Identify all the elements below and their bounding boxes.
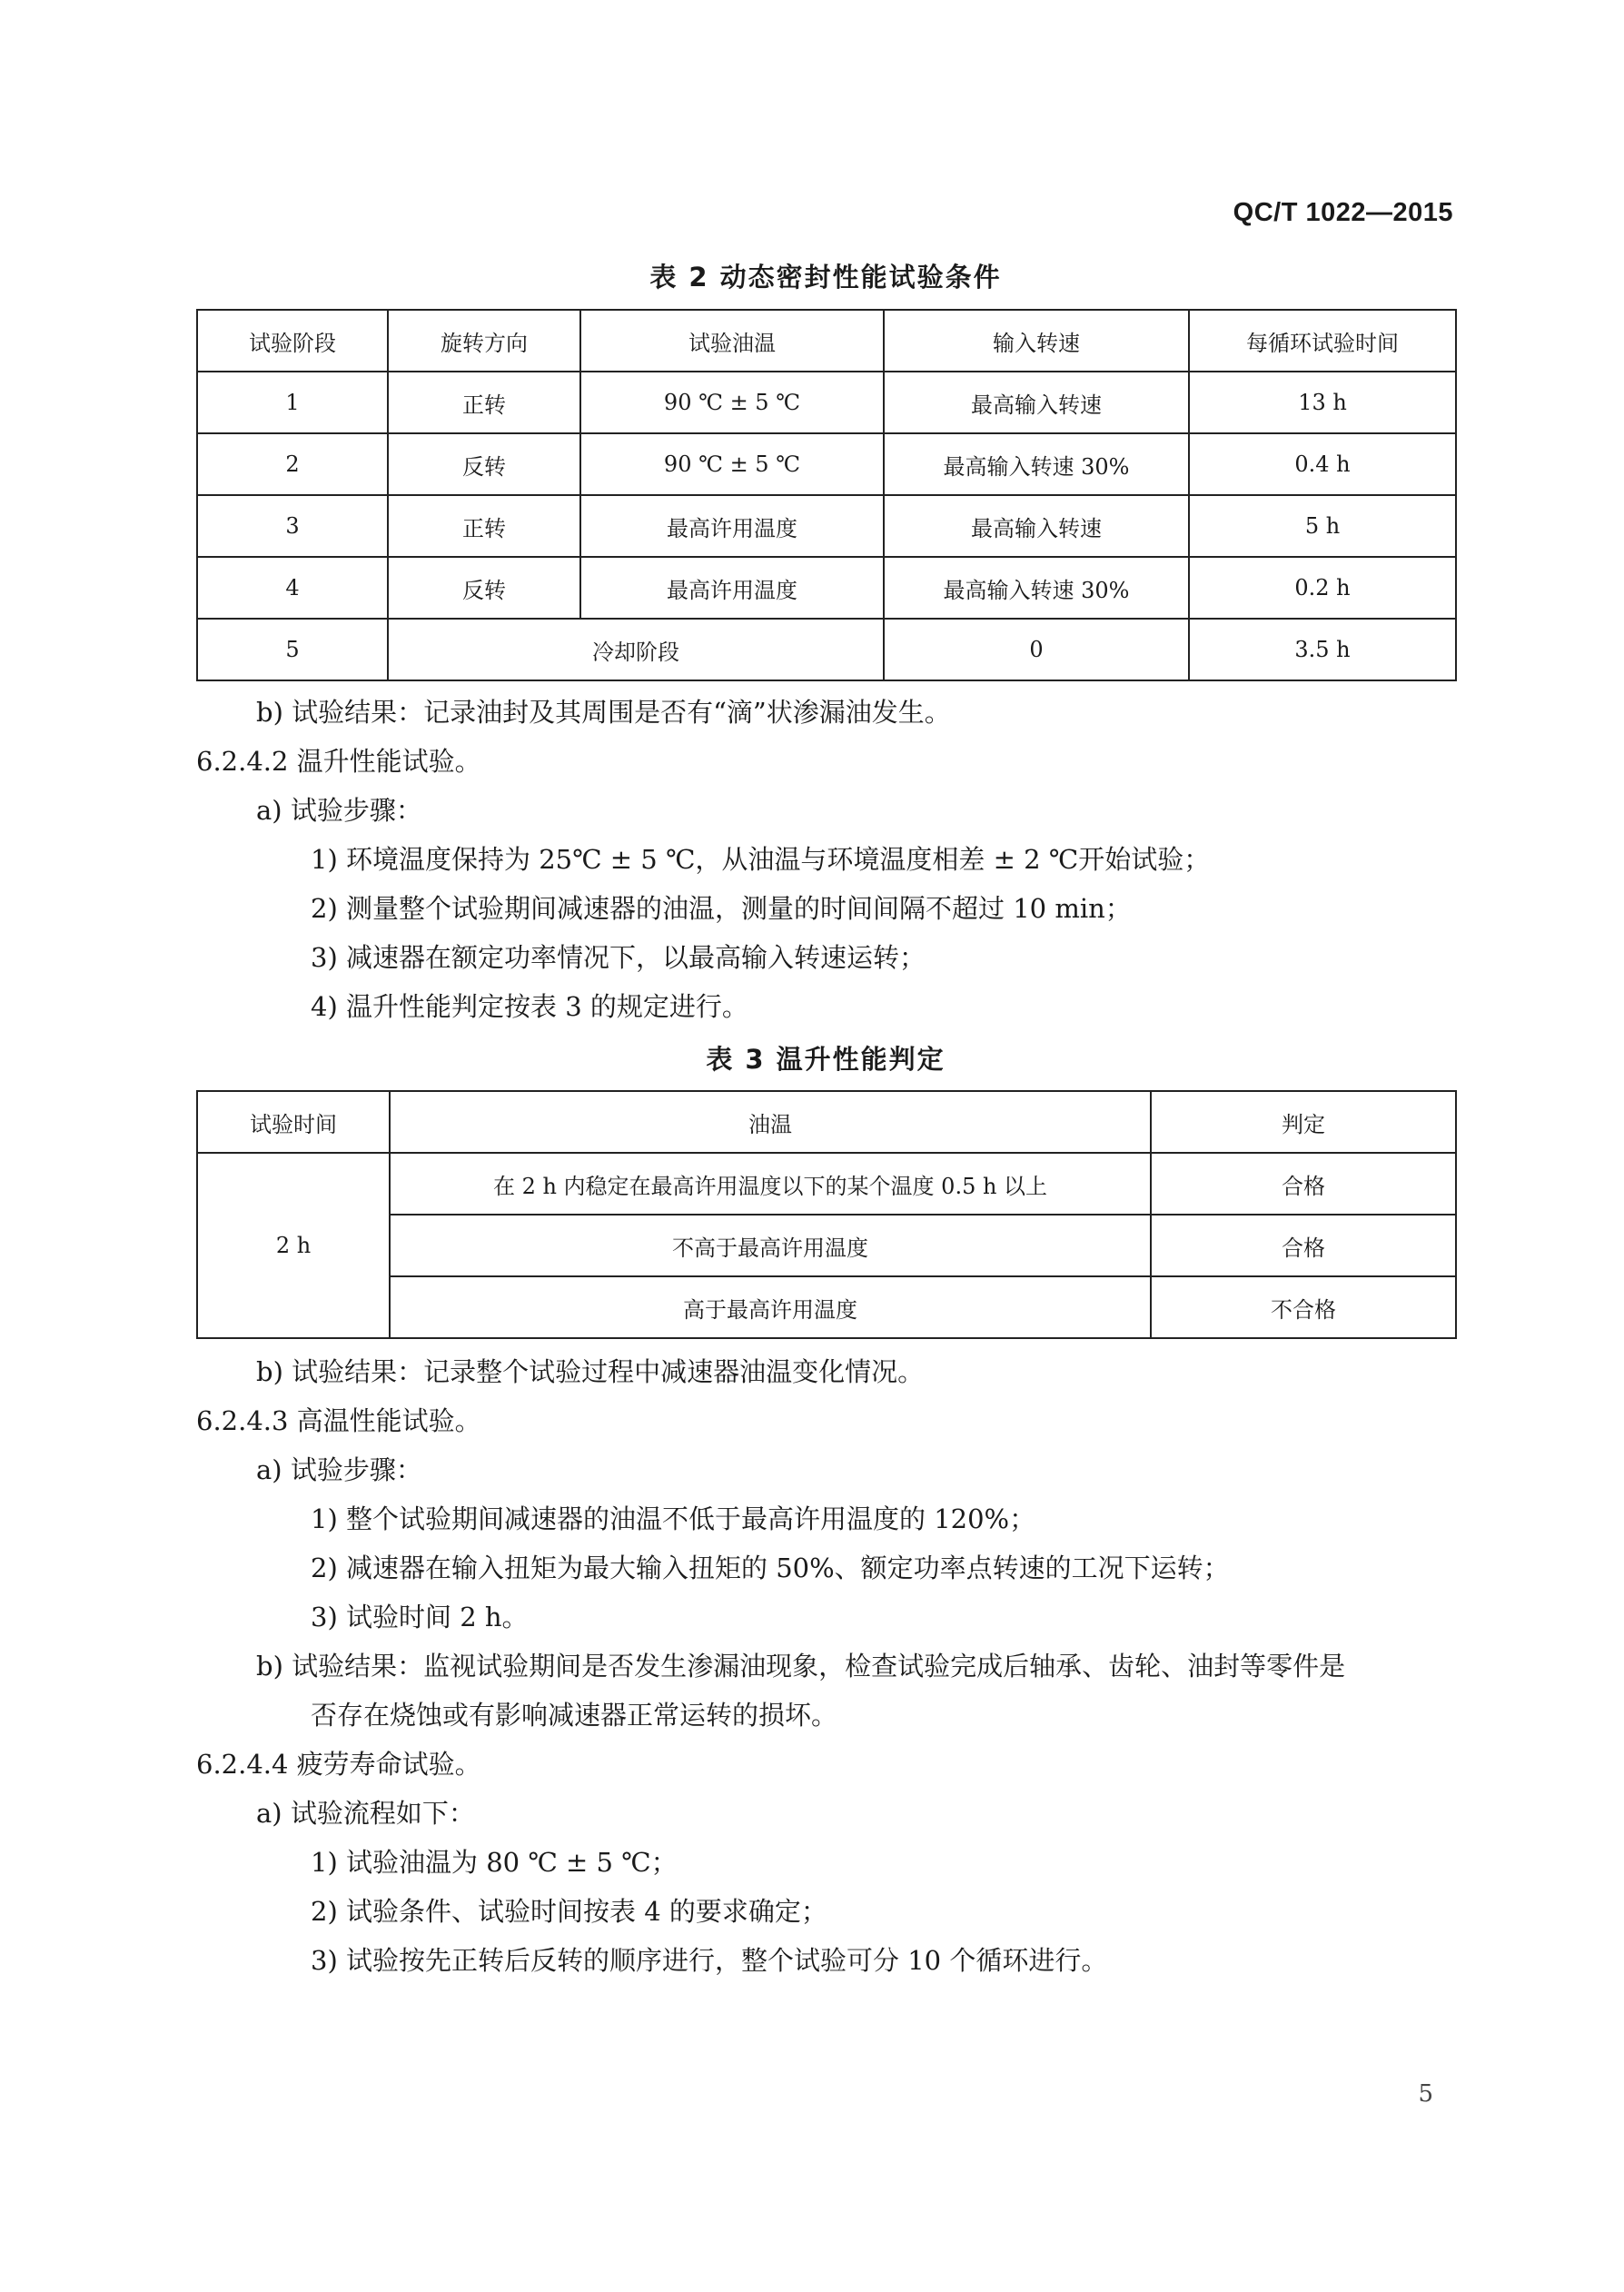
list-item-step: 3) 试验时间 2 h。 [311, 1602, 529, 1632]
table3-title: 表 3 温升性能判定 [706, 1044, 946, 1075]
table-cell: 13 h [1189, 372, 1456, 433]
list-item-step: 3) 试验按先正转后反转的顺序进行，整个试验可分 10 个循环进行。 [311, 1945, 1108, 1976]
paragraph-b-result: b) 试验结果：记录油封及其周围是否有“滴”状渗漏油发生。 [256, 697, 951, 728]
table-cell: 1 [197, 372, 388, 433]
table-cell: 在 2 h 内稳定在最高许用温度以下的某个温度 0.5 h 以上 [390, 1153, 1151, 1215]
table-cell: 5 h [1189, 495, 1456, 557]
table3-header-row [197, 1091, 1456, 1153]
table-cell: 高于最高许用温度 [390, 1276, 1151, 1338]
list-item-step: 2) 试验条件、试验时间按表 4 的要求确定； [311, 1896, 827, 1927]
table-cell: 反转 [388, 557, 580, 619]
table3-header-cell: 油温 [390, 1091, 1151, 1153]
table-cell: 2 [197, 433, 388, 495]
list-item-a: a) 试验步骤： [256, 1454, 422, 1485]
standard-number: QC/T 1022—2015 [1233, 198, 1453, 227]
table-cell: 不高于最高许用温度 [390, 1215, 1151, 1276]
paragraph-b-result: b) 试验结果：记录整个试验过程中减速器油温变化情况。 [256, 1356, 925, 1387]
table2-header-cell: 旋转方向 [388, 310, 580, 372]
table-cell: 0 [884, 619, 1189, 680]
list-item-step: 4) 温升性能判定按表 3 的规定进行。 [311, 991, 748, 1022]
table3-header-cell: 判定 [1151, 1091, 1456, 1153]
paragraph-continuation: 否存在烧蚀或有影响减速器正常运转的损坏。 [311, 1700, 838, 1731]
table-row [197, 495, 1456, 557]
section-heading-6243: 6.2.4.3 高温性能试验。 [196, 1405, 481, 1436]
table-row [197, 1153, 1456, 1215]
table2-header-cell: 试验阶段 [197, 310, 388, 372]
table-cell: 最高输入转速 [884, 495, 1189, 557]
list-item-step: 2) 减速器在输入扭矩为最大输入扭矩的 50%、额定功率点转速的工况下运转； [311, 1553, 1230, 1583]
table-cell: 正转 [388, 372, 580, 433]
table-cell: 正转 [388, 495, 580, 557]
section-heading-6242: 6.2.4.2 温升性能试验。 [196, 746, 481, 777]
paragraph-b-result: b) 试验结果：监视试验期间是否发生渗漏油现象，检查试验完成后轴承、齿轮、油封等零件是 [256, 1651, 1346, 1682]
table-cell: 3 [197, 495, 388, 557]
table-cell: 最高输入转速 30% [884, 433, 1189, 495]
table2-title: 表 2 动态密封性能试验条件 [649, 262, 1002, 293]
table-row [197, 619, 1456, 680]
table2-header-row [197, 310, 1456, 372]
table-row [197, 372, 1456, 433]
list-item-step: 1) 试验油温为 80 ℃ ± 5 ℃； [311, 1847, 678, 1878]
list-item-step: 1) 整个试验期间减速器的油温不低于最高许用温度的 120%； [311, 1503, 1036, 1534]
table2 [196, 309, 1457, 681]
table-cell: 最高许用温度 [580, 557, 884, 619]
table-cell: 最高许用温度 [580, 495, 884, 557]
table-cell-merged: 冷却阶段 [388, 619, 884, 680]
section-heading-6244: 6.2.4.4 疲劳寿命试验。 [196, 1749, 481, 1780]
table-cell: 0.2 h [1189, 557, 1456, 619]
table-cell: 0.4 h [1189, 433, 1456, 495]
table-cell: 不合格 [1151, 1276, 1456, 1338]
list-item-a: a) 试验步骤： [256, 795, 422, 826]
list-item-step: 2) 测量整个试验期间减速器的油温，测量的时间间隔不超过 10 min； [311, 893, 1132, 924]
list-item-a: a) 试验流程如下： [256, 1798, 475, 1829]
table-cell: 最高输入转速 30% [884, 557, 1189, 619]
table-row [197, 433, 1456, 495]
table-cell: 4 [197, 557, 388, 619]
table-row [197, 557, 1456, 619]
table-cell-merged: 2 h [197, 1153, 390, 1338]
table2-header-cell: 输入转速 [884, 310, 1189, 372]
page-number: 5 [1418, 2080, 1433, 2108]
table2-header-cell: 每循环试验时间 [1189, 310, 1456, 372]
table3-header-cell: 试验时间 [197, 1091, 390, 1153]
table-cell: 3.5 h [1189, 619, 1456, 680]
table-cell: 5 [197, 619, 388, 680]
table-cell: 90 ℃ ± 5 ℃ [580, 433, 884, 495]
list-item-step: 3) 减速器在额定功率情况下，以最高输入转速运转； [311, 942, 926, 973]
table2-header-cell: 试验油温 [580, 310, 884, 372]
table3 [196, 1090, 1457, 1339]
table-cell: 反转 [388, 433, 580, 495]
table-cell: 合格 [1151, 1153, 1456, 1215]
table-cell: 90 ℃ ± 5 ℃ [580, 372, 884, 433]
table-cell: 最高输入转速 [884, 372, 1189, 433]
list-item-step: 1) 环境温度保持为 25℃ ± 5 ℃，从油温与环境温度相差 ± 2 ℃开始试验； [311, 844, 1211, 875]
table-cell: 合格 [1151, 1215, 1456, 1276]
